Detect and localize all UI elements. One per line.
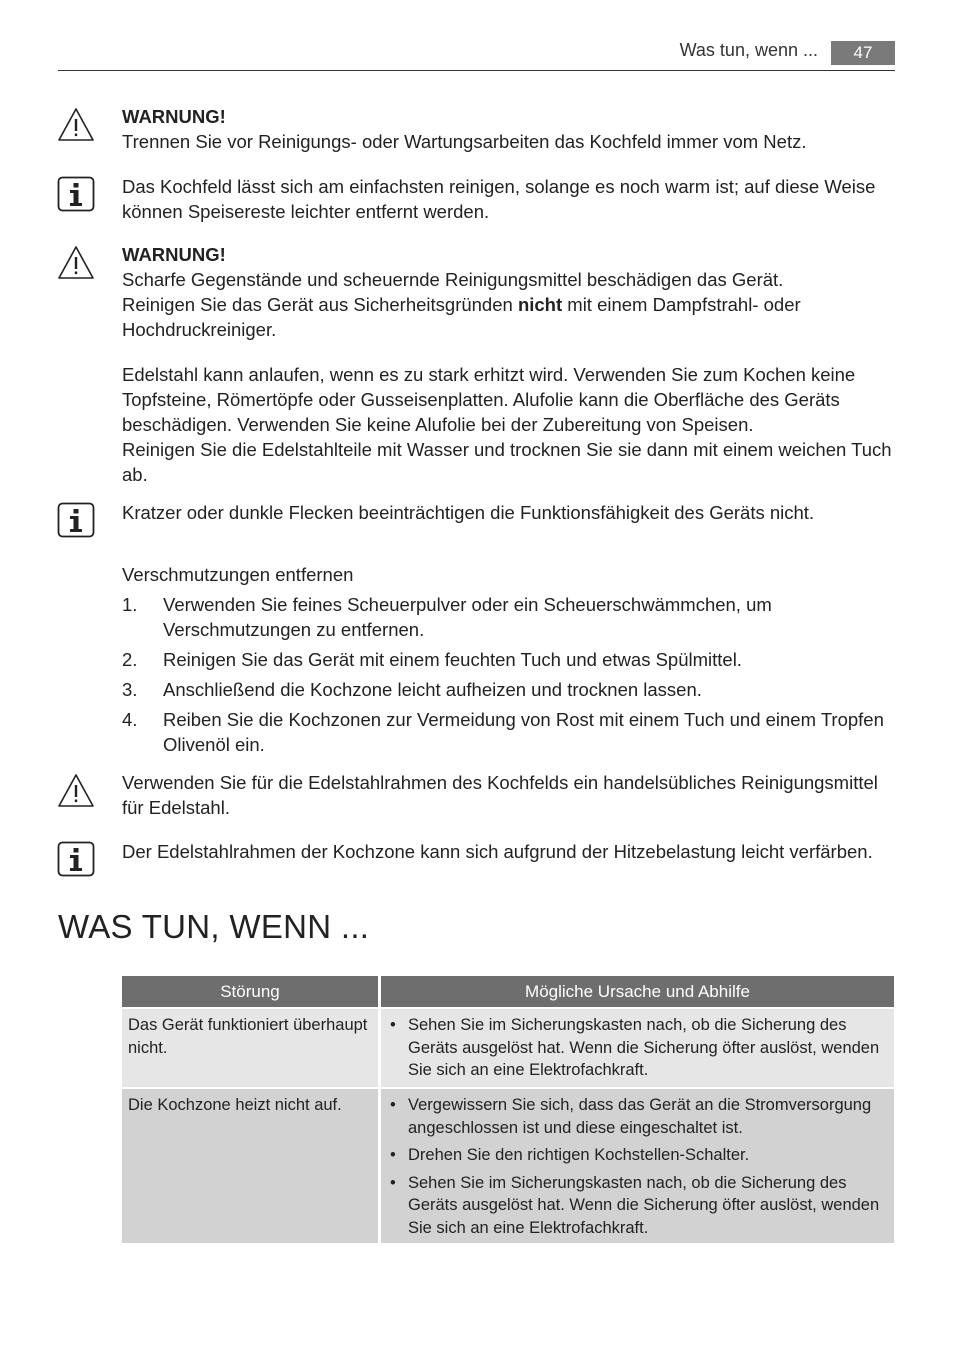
info-icon [57, 502, 95, 538]
table-row [122, 1089, 894, 1243]
remedy-item: • Vergewissern Sie sich, dass das Gerät an die Stromversorgung angeschlossen ist und diese eingeschaltet ist. [386, 1094, 882, 1139]
page-number: 47 [831, 41, 895, 65]
warning-triangle-icon [57, 245, 95, 281]
table-cell-problem: Die Kochzone heizt nicht auf. [122, 1089, 378, 1243]
remedy-item: • Drehen Sie den richtigen Kochstellen-Schalter. [386, 1144, 882, 1167]
paragraph-text: Reinigen Sie die Edelstahlteile mit Wasser und trocknen Sie sie dann mit einem weichen Tuch ab. [122, 439, 892, 485]
step-number: 3. [122, 679, 138, 700]
step-text: Reiben Sie die Kochzonen zur Vermeidung von Rost mit einem Tuch und einem Tropfen Olivenöl ein. [163, 709, 884, 755]
warning-triangle-icon [57, 773, 95, 809]
info-icon [57, 841, 95, 877]
step-text: Anschließend die Kochzone leicht aufheizen und trocknen lassen. [163, 679, 702, 700]
warning-triangle-icon [57, 107, 95, 143]
table-header-problem: Störung [122, 976, 378, 1007]
table-cell-problem: Das Gerät funktioniert überhaupt nicht. [122, 1009, 378, 1087]
step-number: 2. [122, 649, 138, 670]
stainless-paragraph [122, 362, 894, 487]
remedy-item: • Sehen Sie im Sicherungskasten nach, ob die Sicherung des Geräts ausgelöst hat. Wenn die Sicherung öfter auslöst, wenden Sie sich an eine Elektrofachkraft. [386, 1014, 882, 1082]
warning-text: Scharfe Gegenstände und scheuernde Reinigungsmittel beschädigen das Gerät. [122, 269, 784, 290]
table-cell-remedy [381, 1009, 894, 1087]
step-number: 1. [122, 594, 138, 615]
info-icon [57, 176, 95, 212]
info-text: Das Kochfeld lässt sich am einfachsten reinigen, solange es noch warm ist; auf diese Weise können Speisereste leichter entfernt werden. [122, 176, 876, 222]
step-text: Verwenden Sie feines Scheuerpulver oder ein Scheuerschwämmchen, um Verschmutzungen zu entfernen. [163, 594, 772, 640]
info-block-3 [122, 839, 894, 864]
info-block-2 [122, 500, 894, 525]
step-text: Reinigen Sie das Gerät mit einem feuchten Tuch und etwas Spülmittel. [163, 649, 742, 670]
warning-title: WARNUNG! [122, 106, 226, 127]
info-text: Kratzer oder dunkle Flecken beeinträchtigen die Funktionsfähigkeit des Geräts nicht. [122, 502, 815, 523]
warning-block-2 [122, 242, 894, 342]
running-header: Was tun, wenn ... [679, 40, 818, 60]
steps-title [122, 562, 894, 587]
info-text: Der Edelstahlrahmen der Kochzone kann sich aufgrund der Hitzebelastung leicht verfärben. [122, 841, 873, 862]
paragraph-text: Edelstahl kann anlaufen, wenn es zu stark erhitzt wird. Verwenden Sie zum Kochen keine Topfsteine, Römertöpfe oder Gusseisenplatten. Alufolie kann die Oberfläche des Geräts beschädigen. Verwenden Sie keine Alufolie bei der Zubereitung von Speisen. [122, 364, 856, 435]
remedy-item: • Sehen Sie im Sicherungskasten nach, ob die Sicherung des Geräts ausgelöst hat. Wenn die Sicherung öfter auslöst, wenden Sie sich an eine Elektrofachkraft. [386, 1172, 882, 1240]
header-divider [58, 70, 895, 71]
warning-text-part: Reinigen Sie das Gerät aus Sicherheitsgründen [122, 294, 518, 315]
section-title: WAS TUN, WENN ... [58, 908, 370, 945]
warning-title: WARNUNG! [122, 244, 226, 265]
warning-text [122, 292, 894, 342]
emphasis-nicht: nicht [517, 294, 563, 315]
warning-text: Trennen Sie vor Reinigungs- oder Wartungsarbeiten das Kochfeld immer vom Netz. [122, 131, 807, 152]
table-header-remedy: Mögliche Ursache und Abhilfe [381, 976, 894, 1007]
warning-block-1 [122, 104, 894, 154]
warning-block-3 [122, 770, 894, 820]
table-row [122, 1009, 894, 1087]
step-number: 4. [122, 709, 138, 730]
table-cell-remedy [381, 1089, 894, 1243]
info-block-1 [122, 174, 894, 224]
warning-text-part: mit einem Dampfstrahl- oder Hochdruckreiniger. [122, 294, 801, 340]
steps-heading: Verschmutzungen entfernen [122, 564, 354, 585]
warning-text: Verwenden Sie für die Edelstahlrahmen des Kochfelds ein handelsübliches Reinigungsmittel für Edelstahl. [122, 772, 878, 818]
